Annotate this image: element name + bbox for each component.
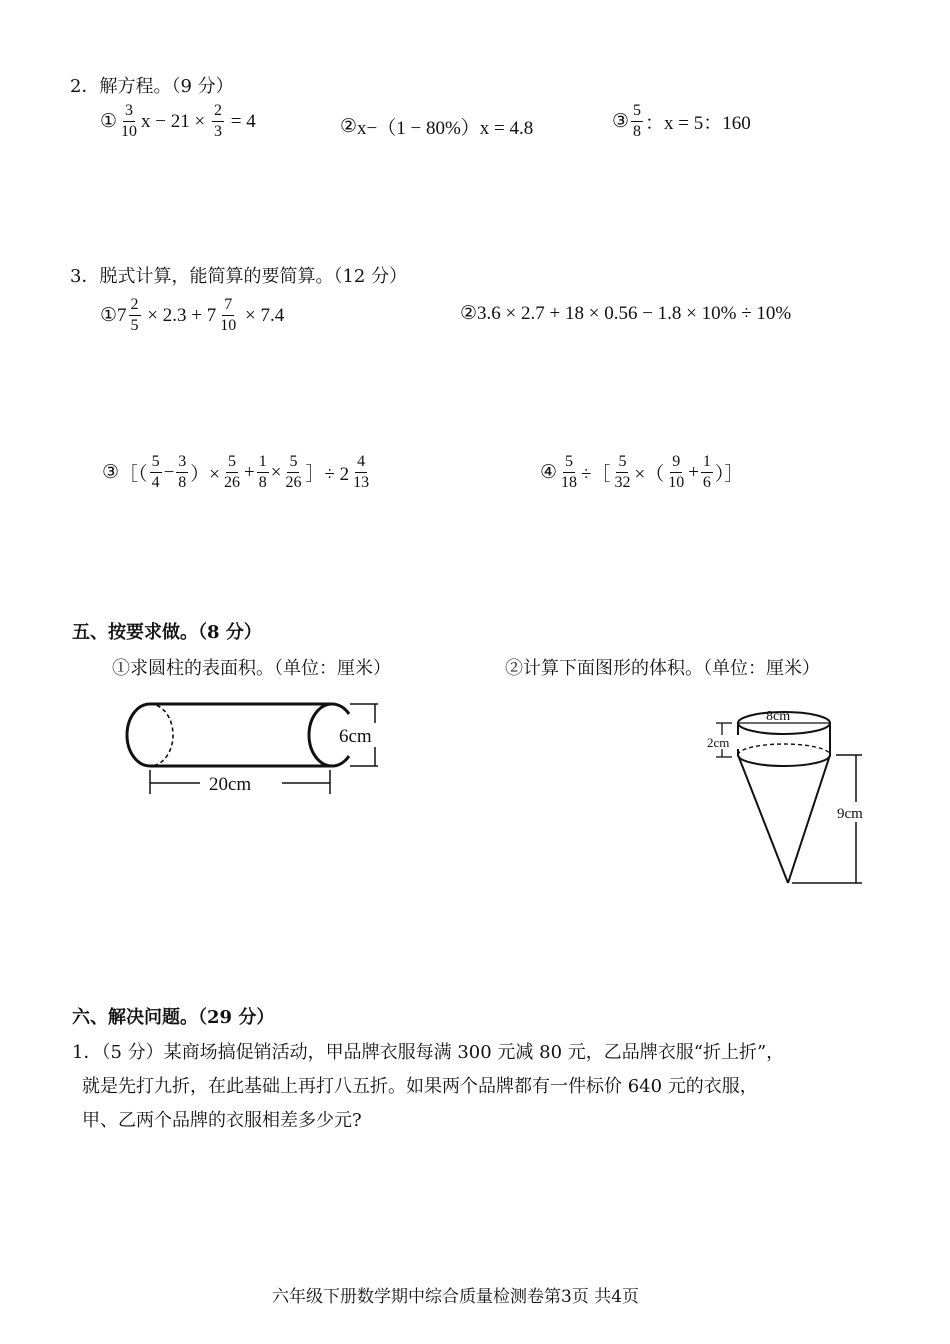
diameter-label: 6cm xyxy=(339,726,372,747)
fraction: $\frac{1}{8}$ xyxy=(258,453,267,491)
q3-expression-4: ④ $\frac{5}{18}$ ÷［ $\frac{5}{32}$ ×（ $\frac{9}{10}$ + $\frac{1}{6}$ ）］ xyxy=(540,453,744,491)
fraction: $\frac{4}{13}$ xyxy=(353,453,370,491)
fraction: $\frac{5}{32}$ xyxy=(614,453,631,491)
fraction: $\frac{5}{4}$ xyxy=(151,453,160,491)
cone-shape xyxy=(738,712,830,883)
fraction: $\frac{3}{8}$ xyxy=(178,453,187,491)
fraction: $\frac{5}{8}$ xyxy=(633,102,642,140)
q2-equation-1: ① $\frac{3}{10}$ x − 21 × $\frac{2}{3}$ = 4 xyxy=(100,102,256,140)
fraction: $\frac{3}{10}$ xyxy=(121,102,138,140)
cylinder-shape xyxy=(127,704,349,766)
section-5-sub-2: ②计算下面图形的体积。（单位：厘米） xyxy=(505,658,820,679)
q3-expression-3: ③ ［（ $\frac{5}{4}$ − $\frac{3}{8}$ ）× $\frac{5}{26}$ + $\frac{1}{8}$ × $\frac{5}{26}$ ］÷ 2 $\frac{4}{13}$ xyxy=(102,453,370,491)
problem-1-line-2: 就是先打九折，在此基础上再打八五折。如果两个品牌都有一件标价 640 元的衣服， xyxy=(82,1076,758,1097)
q2-equation-2: ② x−（1 − 80%）x = 4.8 xyxy=(340,116,534,139)
fraction: $\frac{5}{18}$ xyxy=(561,453,578,491)
top-diameter-label: 8cm xyxy=(766,709,791,724)
cylinder-figure xyxy=(110,690,410,805)
cone-figure xyxy=(700,700,880,890)
page-footer: 六年级下册数学期中综合质量检测卷第3页 共4页 xyxy=(272,1287,640,1307)
fraction: $\frac{2}{3}$ xyxy=(213,102,222,140)
q3-title: 3．脱式计算，能简算的要简算。（12 分） xyxy=(70,266,408,287)
fraction: $\frac{1}{6}$ xyxy=(702,453,711,491)
section-5-sub-1: ①求圆柱的表面积。（单位：厘米） xyxy=(112,658,391,679)
fraction: $\frac{7}{10}$ xyxy=(220,296,237,334)
q3-expression-1: ① 7 $\frac{2}{5}$ × 2.3 + 7 $\frac{7}{10}$ × 7.4 xyxy=(100,296,285,334)
cyl-height-label: 2cm xyxy=(707,735,730,750)
fraction: $\frac{2}{5}$ xyxy=(130,296,139,334)
problem-1-line-1: 1．（5 分）某商场搞促销活动，甲品牌衣服每满 300 元减 80 元，乙品牌衣服“折上折”， xyxy=(72,1042,785,1063)
section-5-title: 五、按要求做。（8 分） xyxy=(72,622,262,643)
fraction: $\frac{5}{26}$ xyxy=(224,453,240,491)
cone-height-label: 9cm xyxy=(837,806,863,822)
fraction: $\frac{5}{26}$ xyxy=(285,453,302,491)
fraction: $\frac{9}{10}$ xyxy=(668,453,685,491)
length-label: 20cm xyxy=(209,774,252,795)
problem-1-line-3: 甲、乙两个品牌的衣服相差多少元? xyxy=(82,1110,362,1131)
hidden-edge xyxy=(150,704,173,766)
hidden-edge xyxy=(738,744,830,755)
q2-equation-3: ③ $\frac{5}{8}$ ：x = 5：160 xyxy=(612,102,751,140)
q3-expression-2: ② 3.6 × 2.7 + 18 × 0.56 − 1.8 × 10% ÷ 10% xyxy=(460,302,792,324)
q2-1-mark: ① xyxy=(100,111,118,132)
section-6-title: 六、解决问题。（29 分） xyxy=(72,1007,275,1028)
q2-title: 2．解方程。（9 分） xyxy=(70,76,234,97)
